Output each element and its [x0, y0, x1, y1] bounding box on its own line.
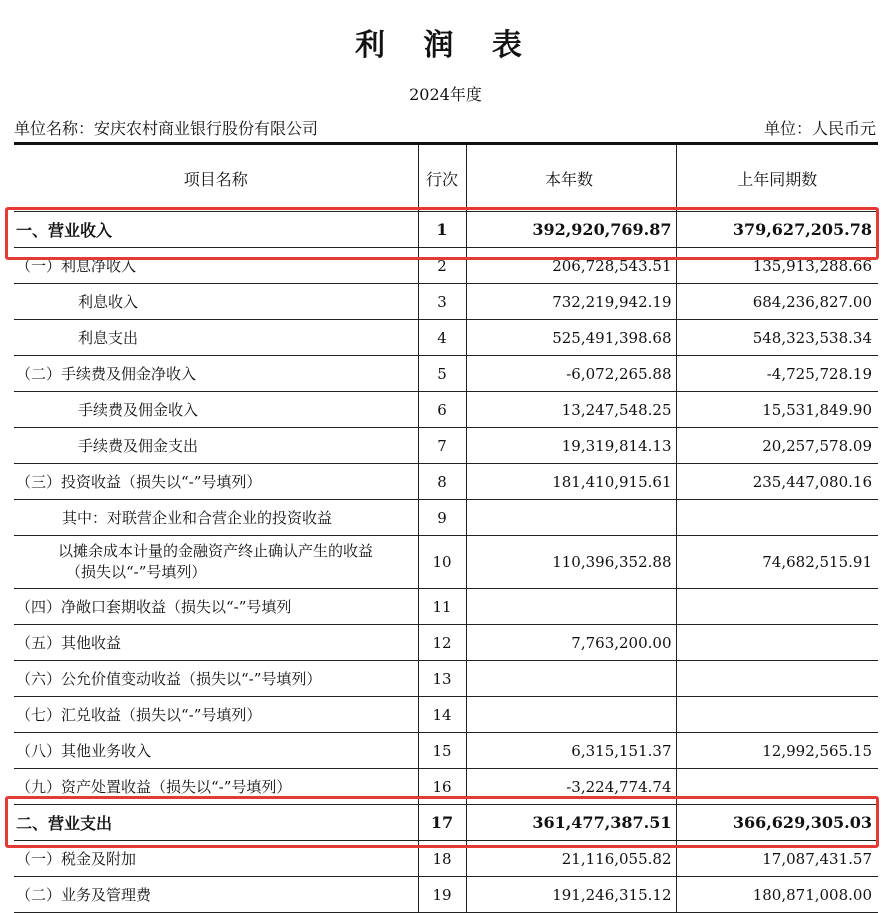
row-line: 4	[418, 320, 466, 356]
row-prior: 17,087,431.57	[676, 841, 878, 877]
row-line: 7	[418, 428, 466, 464]
row-current: 21,116,055.82	[466, 841, 676, 877]
row-name: （五）其他收益	[14, 625, 418, 661]
row-line: 16	[418, 769, 466, 805]
row-line: 12	[418, 625, 466, 661]
row-current: -3,224,774.74	[466, 769, 676, 805]
table-row	[14, 661, 878, 697]
row-current: 110,396,352.88	[466, 536, 676, 589]
row-line: 6	[418, 392, 466, 428]
row-name: （一）利息净收入	[14, 248, 418, 284]
table-row	[14, 625, 878, 661]
row-name: 手续费及佣金收入	[14, 392, 418, 428]
row-current: 206,728,543.51	[466, 248, 676, 284]
table-row	[14, 284, 878, 320]
unit-row	[14, 116, 876, 140]
header-item-name: 项目名称	[14, 145, 418, 212]
row-line: 13	[418, 661, 466, 697]
row-prior: 74,682,515.91	[676, 536, 878, 589]
row-name: （一）税金及附加	[14, 841, 418, 877]
report-period: 2024年度	[409, 85, 482, 104]
table-header-row	[14, 145, 878, 212]
row-line: 14	[418, 697, 466, 733]
row-line: 19	[418, 877, 466, 913]
row-name: （四）净敞口套期收益（损失以“-”号填列	[14, 589, 418, 625]
row-prior	[676, 589, 878, 625]
row-current: 392,920,769.87	[466, 212, 676, 248]
row-name: （九）资产处置收益（损失以“-”号填列）	[14, 769, 418, 805]
table-row	[14, 428, 878, 464]
row-current: 7,763,200.00	[466, 625, 676, 661]
row-name: 利息支出	[14, 320, 418, 356]
table-row	[14, 464, 878, 500]
header-current-year: 本年数	[466, 145, 676, 212]
row-name: 手续费及佣金支出	[14, 428, 418, 464]
table-row	[14, 536, 878, 589]
table-row	[14, 697, 878, 733]
row-prior	[676, 697, 878, 733]
row-current: 6,315,151.37	[466, 733, 676, 769]
company-name: 单位名称：安庆农村商业银行股份有限公司	[14, 119, 319, 138]
table-row	[14, 589, 878, 625]
row-current	[466, 500, 676, 536]
row-prior	[676, 500, 878, 536]
row-prior: 366,629,305.03	[676, 805, 878, 841]
row-line: 11	[418, 589, 466, 625]
highlight-box-operating-income	[5, 207, 879, 260]
row-line: 15	[418, 733, 466, 769]
row-current: 181,410,915.61	[466, 464, 676, 500]
table-row	[14, 733, 878, 769]
row-name: 二、营业支出	[14, 805, 418, 841]
row-current: 361,477,387.51	[466, 805, 676, 841]
table-row	[14, 320, 878, 356]
table-row	[14, 500, 878, 536]
row-current: 13,247,548.25	[466, 392, 676, 428]
row-name	[14, 536, 418, 589]
highlight-box-operating-expense	[5, 796, 879, 848]
row-name: 其中：对联营企业和合营企业的投资收益	[14, 500, 418, 536]
row-name-line2: （损失以“-”号填列）	[66, 563, 207, 581]
row-line: 17	[418, 805, 466, 841]
row-current: 19,319,814.13	[466, 428, 676, 464]
row-current: 525,491,398.68	[466, 320, 676, 356]
row-prior: 180,871,008.00	[676, 877, 878, 913]
row-prior	[676, 661, 878, 697]
row-name: （二）手续费及佣金净收入	[14, 356, 418, 392]
table-row	[14, 877, 878, 913]
row-name-line1: 以摊余成本计量的金融资产终止确认产生的收益	[58, 542, 374, 560]
row-prior	[676, 625, 878, 661]
row-line: 3	[418, 284, 466, 320]
header-prior-year: 上年同期数	[676, 145, 878, 212]
currency-unit: 单位：人民币元	[763, 119, 876, 138]
header-line-no: 行次	[418, 145, 466, 212]
row-prior: 12,992,565.15	[676, 733, 878, 769]
row-current: -6,072,265.88	[466, 356, 676, 392]
row-current	[466, 697, 676, 733]
table-row	[14, 392, 878, 428]
row-prior: 684,236,827.00	[676, 284, 878, 320]
row-prior: 135,913,288.66	[676, 248, 878, 284]
row-line: 8	[418, 464, 466, 500]
row-prior: 379,627,205.78	[676, 212, 878, 248]
row-prior: -4,725,728.19	[676, 356, 878, 392]
row-name: （六）公允价值变动收益（损失以“-”号填列）	[14, 661, 418, 697]
row-prior: 20,257,578.09	[676, 428, 878, 464]
row-current	[466, 661, 676, 697]
row-name: （三）投资收益（损失以“-”号填列）	[14, 464, 418, 500]
row-name: （八）其他业务收入	[14, 733, 418, 769]
row-prior: 548,323,538.34	[676, 320, 878, 356]
row-name: （二）业务及管理费	[14, 877, 418, 913]
table-row	[14, 356, 878, 392]
row-name: 一、营业收入	[14, 212, 418, 248]
page-title: 利 润 表	[355, 28, 536, 63]
row-prior: 15,531,849.90	[676, 392, 878, 428]
row-line: 2	[418, 248, 466, 284]
row-name: 利息收入	[14, 284, 418, 320]
row-name: （七）汇兑收益（损失以“-”号填列）	[14, 697, 418, 733]
row-line: 1	[418, 212, 466, 248]
row-line: 5	[418, 356, 466, 392]
row-line: 10	[418, 536, 466, 589]
row-line: 18	[418, 841, 466, 877]
row-prior: 235,447,080.16	[676, 464, 878, 500]
row-current: 732,219,942.19	[466, 284, 676, 320]
row-current	[466, 589, 676, 625]
row-line: 9	[418, 500, 466, 536]
row-current: 191,246,315.12	[466, 877, 676, 913]
